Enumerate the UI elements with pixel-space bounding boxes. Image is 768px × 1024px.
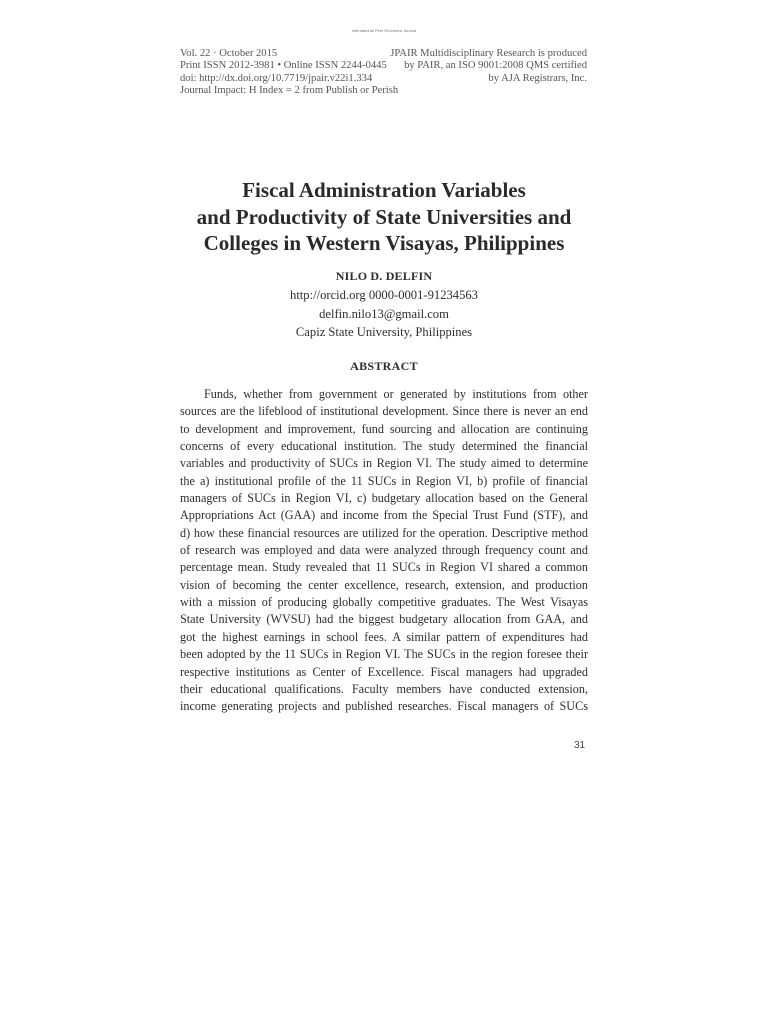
paper-title — [150, 177, 618, 257]
journal-running-header: International Peer Reviewed Journal — [351, 28, 417, 33]
issn-line: Print ISSN 2012-3981 • Online ISSN 2244-0445 — [180, 60, 387, 72]
volume-date: Vol. 22 · October 2015 — [180, 48, 278, 59]
author-affiliation: Capiz State University, Philippines — [295, 325, 473, 340]
publisher-line-2: by PAIR, an ISO 9001:2008 QMS certified — [404, 60, 587, 72]
publication-meta-right — [390, 48, 587, 85]
abstract-line: got the highest earnings in school fees. A similar pattern of expenditures had — [180, 629, 588, 644]
abstract-line: of research was employed and data were analyzed through frequency count and — [180, 543, 588, 558]
author-orcid: http://orcid.org 0000-0001-91234563 — [290, 287, 478, 302]
abstract-line: to development and improvement, fund sourcing and allocation are continuing — [180, 421, 588, 436]
abstract-line: variables and productivity of SUCs in Region VI. The study aimed to determine — [180, 456, 588, 471]
publisher-line-3: by AJA Registrars, Inc. — [488, 72, 587, 84]
publisher-line-1: JPAIR Multidisciplinary Research is produced — [390, 48, 587, 59]
abstract-line: their educational qualifications. Faculty members have conducted extension, — [180, 681, 588, 696]
abstract-line: concerns of every educational institution. The study determined the financial — [180, 439, 588, 454]
abstract-line: d) how these financial resources are utilized for the operation. Descriptive method — [180, 525, 588, 540]
abstract-line: income generating projects and published researches. Fiscal managers of SUCs — [180, 699, 588, 714]
abstract-heading: ABSTRACT — [350, 359, 418, 373]
abstract-line: respective institutions as Center of Excellence. Fiscal managers had upgraded — [180, 664, 588, 679]
abstract-line: been adopted by the 11 SUCs in Region VI. The SUCs in the region foresee their — [180, 647, 588, 662]
author-block — [180, 267, 588, 342]
abstract-line: the a) institutional profile of the 11 SUCs in Region VI, b) profile of financial — [180, 473, 588, 488]
abstract-body — [180, 386, 588, 716]
abstract-line: percentage mean. Study revealed that 11 SUCs in Region VI shared a common — [180, 560, 588, 575]
impact-line: Journal Impact: H Index = 2 from Publish or Perish — [180, 85, 399, 97]
abstract-line: Appropriations Act (GAA) and income from the Special Trust Fund (STF), and — [180, 508, 588, 523]
title-line: and Productivity of State Universities and — [196, 204, 572, 229]
author-email: delfin.nilo13@gmail.com — [319, 306, 449, 321]
title-line: Fiscal Administration Variables — [242, 178, 526, 202]
abstract-line: Funds, whether from government or generated by institutions from other — [204, 387, 588, 401]
abstract-line: vision of becoming the center excellence, research, extension, and production — [180, 577, 588, 592]
doi-line: doi: http://dx.doi.org/10.7719/jpair.v22i1.334 — [180, 72, 373, 84]
abstract-line: State University (WVSU) had the biggest budgetary allocation from GAA, and — [180, 612, 588, 627]
abstract-line: managers of SUCs in Region VI, c) budgetary allocation based on the General — [180, 491, 588, 506]
publication-meta-left — [180, 48, 398, 98]
abstract-line: sources are the lifeblood of institutional development. Since there is never an end — [180, 404, 588, 419]
page-number: 31 — [574, 740, 586, 751]
title-line: Colleges in Western Visayas, Philippines — [203, 231, 565, 255]
author-name: NILO D. DELFIN — [335, 269, 433, 283]
abstract-line: with a mission of producing globally competitive graduates. The West Visayas — [180, 595, 588, 610]
